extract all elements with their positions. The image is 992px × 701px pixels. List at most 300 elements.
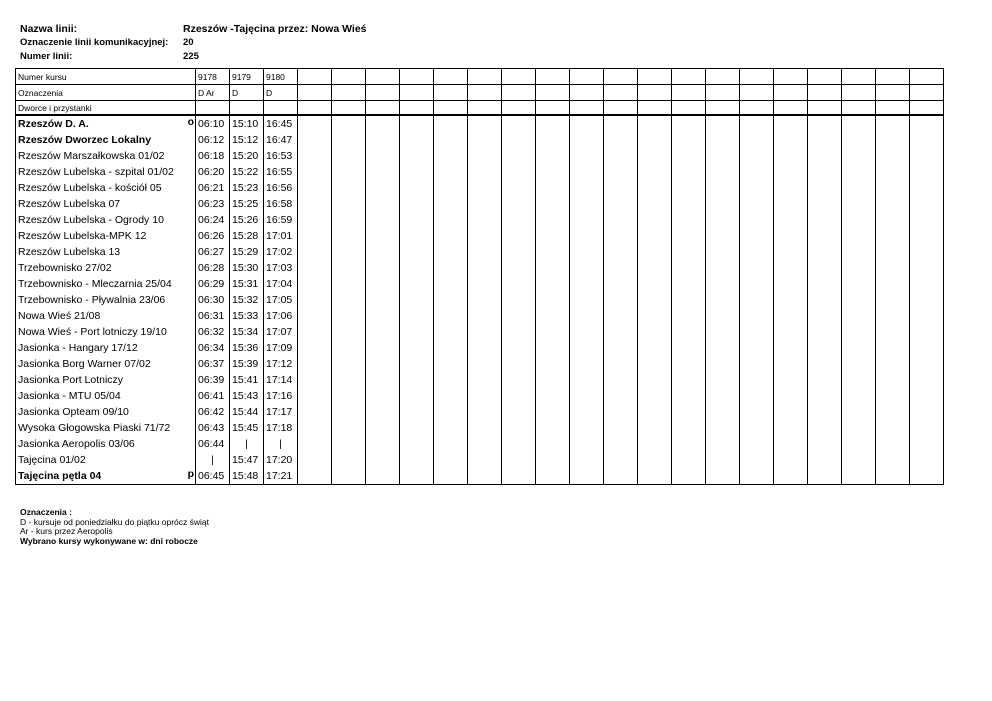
empty-cell (366, 340, 400, 356)
empty-cell (570, 85, 604, 101)
empty-cell (842, 452, 876, 468)
empty-cell (808, 308, 842, 324)
empty-cell (570, 452, 604, 468)
empty-cell (672, 260, 706, 276)
stop-row (16, 436, 944, 452)
empty-cell (502, 101, 536, 116)
empty-cell (876, 212, 910, 228)
departure-time: 06:34 (196, 340, 230, 356)
empty-cell (604, 324, 638, 340)
empty-cell (468, 340, 502, 356)
empty-cell (876, 324, 910, 340)
stop-row (16, 452, 944, 468)
empty-cell (910, 164, 944, 180)
empty-cell (502, 212, 536, 228)
departure-time: 15:43 (230, 388, 264, 404)
empty-cell (502, 132, 536, 148)
empty-cell (842, 372, 876, 388)
empty-cell (366, 148, 400, 164)
empty-cell (536, 132, 570, 148)
stop-name: Rzeszów Lubelska - szpital 01/02 (18, 166, 174, 178)
empty-cell (366, 228, 400, 244)
empty-cell (740, 372, 774, 388)
departure-time: 17:01 (264, 228, 298, 244)
empty-cell (434, 101, 468, 116)
empty-cell (910, 452, 944, 468)
empty-cell (570, 468, 604, 485)
empty-cell (876, 85, 910, 101)
empty-cell (842, 132, 876, 148)
empty-cell (672, 308, 706, 324)
departure-time: 17:07 (264, 324, 298, 340)
empty-cell (638, 69, 672, 85)
empty-cell (502, 436, 536, 452)
departure-time: 15:12 (230, 132, 264, 148)
empty-cell (808, 260, 842, 276)
empty-cell (366, 436, 400, 452)
stop-row (16, 260, 944, 276)
header-empty-cell (230, 101, 264, 116)
empty-cell (876, 132, 910, 148)
empty-cell (434, 436, 468, 452)
course-number: 9180 (264, 69, 298, 85)
empty-cell (706, 228, 740, 244)
departure-time: 15:23 (230, 180, 264, 196)
empty-cell (706, 101, 740, 116)
marks-label: Oznaczenia (16, 85, 196, 101)
departure-time: 06:30 (196, 292, 230, 308)
departure-time: 17:02 (264, 244, 298, 260)
empty-cell (400, 308, 434, 324)
departure-time: 15:20 (230, 148, 264, 164)
empty-cell (842, 212, 876, 228)
empty-cell (400, 372, 434, 388)
empty-cell (434, 420, 468, 436)
empty-cell (332, 324, 366, 340)
empty-cell (910, 228, 944, 244)
empty-cell (740, 212, 774, 228)
empty-cell (298, 404, 332, 420)
empty-cell (638, 101, 672, 116)
stop-name: Nowa Wieś - Port lotniczy 19/10 (18, 326, 167, 338)
empty-cell (706, 436, 740, 452)
empty-cell (434, 340, 468, 356)
departure-time: 15:34 (230, 324, 264, 340)
empty-cell (332, 452, 366, 468)
stop-name: Trzebownisko - Pływalnia 23/06 (18, 294, 166, 306)
empty-cell (842, 308, 876, 324)
empty-cell (638, 260, 672, 276)
empty-cell (570, 388, 604, 404)
stop-name-cell (16, 308, 196, 324)
empty-cell (366, 452, 400, 468)
empty-cell (808, 404, 842, 420)
empty-cell (400, 164, 434, 180)
empty-cell (298, 420, 332, 436)
empty-cell (434, 212, 468, 228)
stop-row (16, 324, 944, 340)
departure-time: 17:20 (264, 452, 298, 468)
stop-row (16, 372, 944, 388)
empty-cell (740, 228, 774, 244)
empty-cell (400, 468, 434, 485)
empty-cell (876, 244, 910, 260)
empty-cell (332, 196, 366, 212)
empty-cell (842, 164, 876, 180)
empty-cell (604, 420, 638, 436)
stop-name-cell (16, 388, 196, 404)
empty-cell (400, 276, 434, 292)
empty-cell (332, 228, 366, 244)
stop-name-cell (16, 244, 196, 260)
empty-cell (774, 196, 808, 212)
empty-cell (706, 308, 740, 324)
departure-time: 15:28 (230, 228, 264, 244)
empty-cell (400, 212, 434, 228)
empty-cell (672, 420, 706, 436)
empty-cell (434, 148, 468, 164)
empty-cell (672, 324, 706, 340)
empty-cell (910, 69, 944, 85)
empty-cell (706, 340, 740, 356)
empty-cell (298, 85, 332, 101)
empty-cell (570, 115, 604, 132)
empty-cell (706, 148, 740, 164)
empty-cell (672, 148, 706, 164)
stop-name-cell (16, 292, 196, 308)
empty-cell (672, 292, 706, 308)
empty-cell (366, 85, 400, 101)
departure-time: 17:14 (264, 372, 298, 388)
empty-cell (876, 388, 910, 404)
empty-cell (672, 340, 706, 356)
empty-cell (536, 85, 570, 101)
empty-cell (604, 164, 638, 180)
empty-cell (366, 180, 400, 196)
empty-cell (366, 356, 400, 372)
empty-cell (604, 404, 638, 420)
empty-cell (774, 452, 808, 468)
empty-cell (298, 276, 332, 292)
timetable (15, 68, 944, 485)
empty-cell (740, 260, 774, 276)
empty-cell (570, 340, 604, 356)
stop-name: Nowa Wieś 21/08 (18, 310, 101, 322)
stop-name-cell (16, 452, 196, 468)
empty-cell (774, 69, 808, 85)
empty-cell (332, 356, 366, 372)
empty-cell (434, 356, 468, 372)
empty-cell (468, 356, 502, 372)
empty-cell (468, 148, 502, 164)
departure-time: 06:37 (196, 356, 230, 372)
empty-cell (536, 308, 570, 324)
empty-cell (740, 244, 774, 260)
empty-cell (638, 212, 672, 228)
stop-name-cell (16, 324, 196, 340)
empty-cell (434, 452, 468, 468)
departure-time: | (230, 436, 264, 452)
empty-cell (570, 180, 604, 196)
stop-name: Rzeszów Marszałkowska 01/02 (18, 150, 165, 162)
empty-cell (706, 324, 740, 340)
empty-cell (672, 404, 706, 420)
empty-cell (604, 356, 638, 372)
stop-name: Tajęcina pętla 04 (18, 470, 102, 482)
empty-cell (910, 180, 944, 196)
empty-cell (332, 292, 366, 308)
stop-name-cell (16, 212, 196, 228)
empty-cell (298, 388, 332, 404)
empty-cell (502, 356, 536, 372)
empty-cell (298, 260, 332, 276)
empty-cell (604, 436, 638, 452)
line-number-value: 225 (183, 51, 199, 62)
empty-cell (332, 244, 366, 260)
empty-cell (774, 115, 808, 132)
empty-cell (774, 244, 808, 260)
empty-cell (774, 180, 808, 196)
empty-cell (468, 324, 502, 340)
empty-cell (672, 180, 706, 196)
line-name-value: Rzeszów -Tajęcina przez: Nowa Wieś (183, 23, 367, 35)
empty-cell (570, 69, 604, 85)
empty-cell (570, 228, 604, 244)
empty-cell (706, 292, 740, 308)
empty-cell (808, 372, 842, 388)
empty-cell (808, 420, 842, 436)
empty-cell (332, 212, 366, 228)
legend-title: Oznaczenia : (20, 507, 72, 517)
empty-cell (638, 388, 672, 404)
empty-cell (468, 436, 502, 452)
empty-cell (468, 244, 502, 260)
empty-cell (536, 372, 570, 388)
departure-time: 16:58 (264, 196, 298, 212)
empty-cell (842, 420, 876, 436)
line-name-row (20, 22, 367, 36)
empty-cell (298, 292, 332, 308)
empty-cell (468, 420, 502, 436)
line-name-label: Nazwa linii: (20, 23, 78, 35)
empty-cell (366, 196, 400, 212)
stop-name-cell (16, 372, 196, 388)
empty-cell (706, 164, 740, 180)
legend-line-d: D - kursuje od poniedziałku do piątku oprócz świąt (20, 516, 209, 527)
empty-cell (468, 388, 502, 404)
empty-cell (706, 260, 740, 276)
empty-cell (434, 228, 468, 244)
empty-cell (468, 292, 502, 308)
stop-name-cell (16, 132, 196, 148)
empty-cell (604, 132, 638, 148)
empty-cell (910, 115, 944, 132)
empty-cell (570, 196, 604, 212)
empty-cell (366, 132, 400, 148)
empty-cell (808, 452, 842, 468)
empty-cell (604, 340, 638, 356)
line-code-value: 20 (183, 37, 194, 48)
empty-cell (638, 404, 672, 420)
stop-name: Rzeszów Lubelska - kościół 05 (18, 182, 162, 194)
empty-cell (400, 436, 434, 452)
empty-cell (536, 276, 570, 292)
empty-cell (638, 324, 672, 340)
empty-cell (332, 404, 366, 420)
empty-cell (570, 244, 604, 260)
empty-cell (604, 276, 638, 292)
departure-time: 17:06 (264, 308, 298, 324)
departure-time: 06:20 (196, 164, 230, 180)
empty-cell (400, 132, 434, 148)
empty-cell (672, 228, 706, 244)
empty-cell (536, 340, 570, 356)
empty-cell (570, 132, 604, 148)
empty-cell (808, 436, 842, 452)
stop-name: Jasionka Aeropolis 03/06 (18, 438, 135, 450)
empty-cell (570, 308, 604, 324)
empty-cell (774, 85, 808, 101)
empty-cell (468, 69, 502, 85)
departure-time: 15:10 (230, 115, 264, 132)
empty-cell (570, 101, 604, 116)
stop-row (16, 164, 944, 180)
departure-time: 06:29 (196, 276, 230, 292)
departure-time: 17:16 (264, 388, 298, 404)
stop-row (16, 292, 944, 308)
empty-cell (298, 196, 332, 212)
empty-cell (876, 260, 910, 276)
empty-cell (366, 404, 400, 420)
empty-cell (740, 115, 774, 132)
empty-cell (842, 356, 876, 372)
empty-cell (502, 180, 536, 196)
empty-cell (400, 356, 434, 372)
stop-name-cell (16, 276, 196, 292)
empty-cell (468, 228, 502, 244)
empty-cell (366, 372, 400, 388)
departure-time: 06:43 (196, 420, 230, 436)
departure-time: 06:27 (196, 244, 230, 260)
empty-cell (400, 115, 434, 132)
empty-cell (604, 101, 638, 116)
empty-cell (570, 148, 604, 164)
empty-cell (774, 148, 808, 164)
stop-name-cell (16, 340, 196, 356)
empty-cell (366, 164, 400, 180)
stop-name: Rzeszów Lubelska 13 (18, 246, 121, 258)
stop-row (16, 132, 944, 148)
stop-name-cell (16, 164, 196, 180)
empty-cell (808, 388, 842, 404)
stop-row (16, 420, 944, 436)
empty-cell (876, 308, 910, 324)
empty-cell (774, 212, 808, 228)
empty-cell (400, 148, 434, 164)
empty-cell (808, 292, 842, 308)
stop-row (16, 212, 944, 228)
empty-cell (876, 180, 910, 196)
empty-cell (332, 372, 366, 388)
empty-cell (468, 260, 502, 276)
empty-cell (604, 292, 638, 308)
departure-time: 16:59 (264, 212, 298, 228)
empty-cell (468, 180, 502, 196)
stop-row (16, 468, 944, 485)
empty-cell (876, 276, 910, 292)
empty-cell (876, 292, 910, 308)
empty-cell (400, 101, 434, 116)
empty-cell (468, 196, 502, 212)
empty-cell (842, 180, 876, 196)
empty-cell (672, 85, 706, 101)
empty-cell (400, 196, 434, 212)
empty-cell (774, 308, 808, 324)
stop-name: Jasionka Opteam 09/10 (18, 406, 129, 418)
empty-cell (774, 292, 808, 308)
empty-cell (672, 196, 706, 212)
empty-cell (638, 356, 672, 372)
empty-cell (740, 276, 774, 292)
empty-cell (298, 69, 332, 85)
legend-line-ar: Ar - kurs przez Aeropolis (20, 526, 113, 536)
departure-time: 16:55 (264, 164, 298, 180)
empty-cell (332, 164, 366, 180)
departure-time: 15:33 (230, 308, 264, 324)
empty-cell (502, 372, 536, 388)
empty-cell (910, 404, 944, 420)
empty-cell (638, 292, 672, 308)
empty-cell (536, 260, 570, 276)
stop-name-cell (16, 115, 196, 132)
empty-cell (468, 115, 502, 132)
empty-cell (808, 164, 842, 180)
empty-cell (366, 260, 400, 276)
empty-cell (298, 115, 332, 132)
empty-cell (536, 420, 570, 436)
departure-time: 06:10 (196, 115, 230, 132)
empty-cell (400, 69, 434, 85)
stop-row (16, 115, 944, 132)
stop-flag: o (187, 116, 194, 128)
empty-cell (740, 69, 774, 85)
empty-cell (298, 340, 332, 356)
empty-cell (332, 85, 366, 101)
empty-cell (604, 85, 638, 101)
empty-cell (706, 452, 740, 468)
empty-cell (808, 148, 842, 164)
stops-label: Dworce i przystanki (16, 101, 196, 116)
line-number-row (20, 50, 367, 64)
stop-row (16, 340, 944, 356)
departure-time: 15:47 (230, 452, 264, 468)
empty-cell (604, 452, 638, 468)
line-code-label: Oznaczenie linii komunikacyjnej: (20, 37, 169, 48)
empty-cell (366, 420, 400, 436)
empty-cell (638, 308, 672, 324)
empty-cell (910, 85, 944, 101)
empty-cell (468, 101, 502, 116)
empty-cell (366, 292, 400, 308)
empty-cell (536, 436, 570, 452)
empty-cell (604, 308, 638, 324)
empty-cell (434, 468, 468, 485)
stop-row (16, 404, 944, 420)
empty-cell (366, 69, 400, 85)
empty-cell (876, 164, 910, 180)
departure-time: 16:45 (264, 115, 298, 132)
empty-cell (638, 244, 672, 260)
